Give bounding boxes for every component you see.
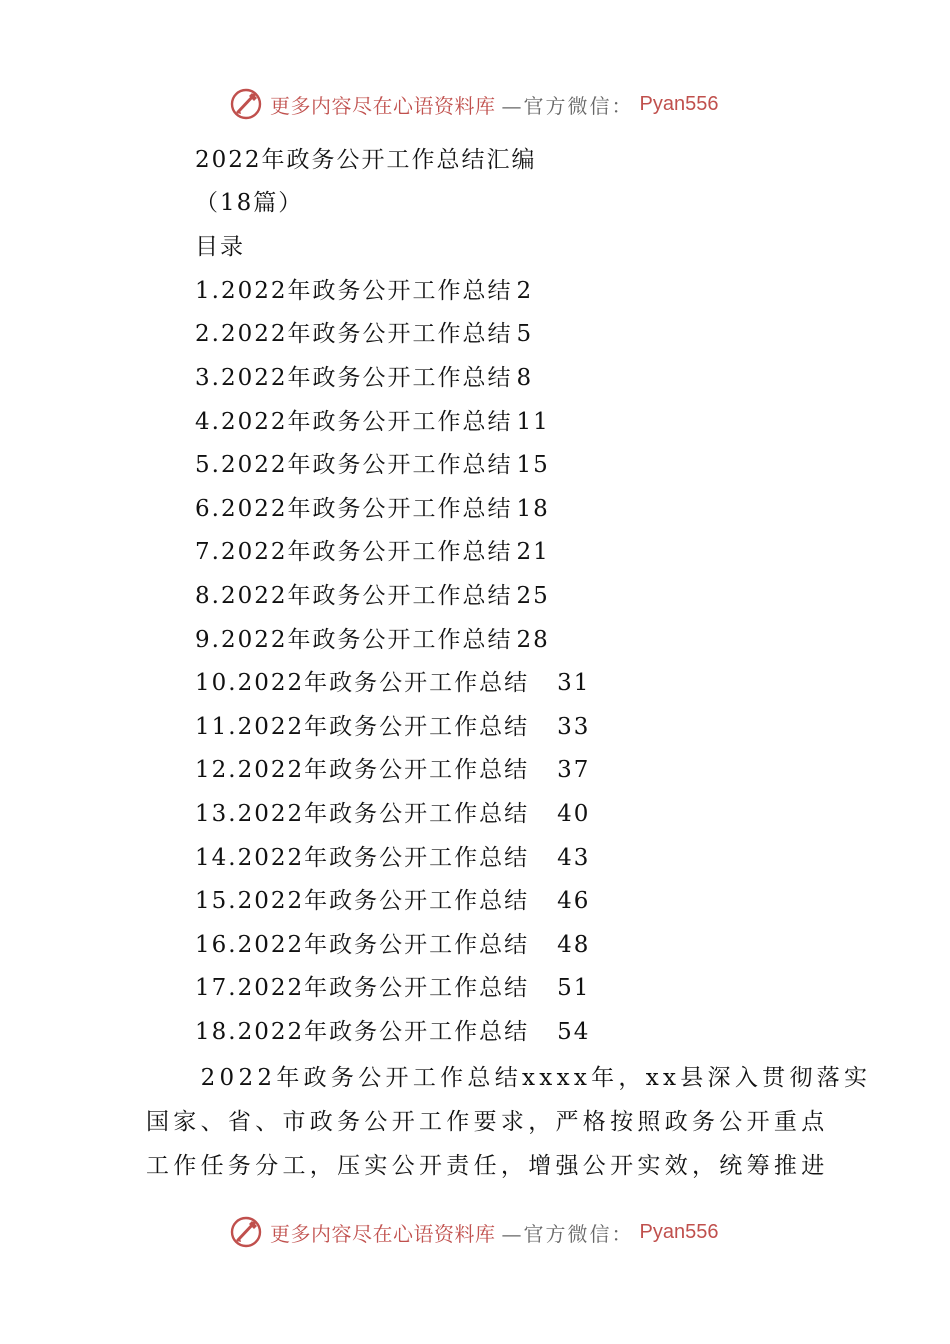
toc-entry-title: 2022年政务公开工作总结	[237, 975, 530, 1001]
toc-entry-page: 11	[516, 409, 550, 435]
toc-entry-title: 2022年政务公开工作总结	[220, 321, 513, 347]
toc-entry-page: 5	[516, 321, 534, 347]
toc-entry[interactable]	[195, 489, 550, 529]
toc-entry-title: 2022年政务公开工作总结	[220, 365, 513, 391]
toc-entry-page: 51	[557, 975, 591, 1001]
toc-entry-title: 2022年政务公开工作总结	[237, 845, 530, 871]
banner-wechat-id: Pyan556	[639, 1220, 719, 1243]
toc-entry-number: 18.	[195, 1019, 238, 1045]
toc-entry-number: 17.	[195, 975, 238, 1001]
toc-entry-title: 2022年政务公开工作总结	[237, 714, 530, 740]
toc-entry-page: 46	[557, 888, 591, 914]
toc-entry-title: 2022年政务公开工作总结	[220, 452, 513, 478]
toc-entry-number: 4.	[195, 409, 221, 435]
document-subtitle: （18篇）	[195, 190, 304, 216]
toc-entry[interactable]	[195, 1012, 590, 1052]
toc-entry[interactable]	[195, 620, 550, 660]
toc-entry-page: 40	[557, 801, 591, 827]
toc-entry[interactable]	[195, 838, 590, 878]
toc-entry[interactable]	[195, 314, 533, 354]
toc-entry-title: 2022年政务公开工作总结	[237, 932, 530, 958]
toc-entry[interactable]	[195, 794, 590, 834]
body-line: 国家、省、市政务公开工作要求，严格按照政务公开重点	[146, 1109, 829, 1135]
toc-entry-number: 7.	[195, 539, 221, 565]
toc-entry-page: 28	[516, 627, 550, 653]
toc-entry[interactable]	[195, 532, 550, 572]
toc-entry-number: 2.	[195, 321, 221, 347]
toc-entry[interactable]	[195, 402, 550, 442]
toc-entry[interactable]	[195, 271, 533, 311]
toc-entry-page: 37	[557, 757, 591, 783]
toc-entry-number: 6.	[195, 496, 221, 522]
banner-mid-text: —官方微信：	[501, 1221, 634, 1246]
toc-entry-title: 2022年政务公开工作总结	[220, 278, 513, 304]
toc-entry-page: 15	[516, 452, 550, 478]
toc-entry-page: 21	[516, 539, 550, 565]
toc-entry-page: 18	[516, 496, 550, 522]
toc-entry-number: 5.	[195, 452, 221, 478]
toc-entry-number: 3.	[195, 365, 221, 391]
toc-entry-number: 15.	[195, 888, 238, 914]
toc-entry[interactable]	[195, 750, 590, 790]
toc-entry-page: 48	[557, 932, 591, 958]
footer-banner	[228, 1212, 718, 1252]
pen-circle-logo-icon	[228, 1214, 264, 1250]
toc-entry[interactable]	[195, 881, 590, 921]
toc-heading: 目录	[195, 234, 245, 260]
toc-entry-number: 12.	[195, 757, 238, 783]
toc-entry-number: 11.	[195, 714, 238, 740]
toc-entry-title: 2022年政务公开工作总结	[220, 583, 513, 609]
toc-entry-page: 43	[557, 845, 591, 871]
document-title: 2022年政务公开工作总结汇编	[195, 147, 537, 173]
toc-entry-page: 54	[557, 1019, 591, 1045]
toc-entry-number: 1.	[195, 278, 221, 304]
toc-entry-title: 2022年政务公开工作总结	[220, 496, 513, 522]
banner-mid-text: —官方微信：	[501, 93, 634, 118]
toc-entry[interactable]	[195, 707, 590, 747]
banner-wechat-id: Pyan556	[639, 92, 719, 115]
toc-entry[interactable]	[195, 576, 550, 616]
toc-entry[interactable]	[195, 358, 533, 398]
toc-entry[interactable]	[195, 663, 590, 703]
toc-entry-title: 2022年政务公开工作总结	[237, 670, 530, 696]
banner-lead-text: 更多内容尽在心语资料库	[270, 93, 496, 118]
toc-entry-title: 2022年政务公开工作总结	[220, 539, 513, 565]
toc-entry-page: 25	[516, 583, 550, 609]
toc-entry-number: 8.	[195, 583, 221, 609]
banner-lead-text: 更多内容尽在心语资料库	[270, 1221, 496, 1246]
toc-entry-title: 2022年政务公开工作总结	[237, 801, 530, 827]
toc-entry-title: 2022年政务公开工作总结	[237, 888, 530, 914]
toc-entry-title: 2022年政务公开工作总结	[220, 627, 513, 653]
toc-entry[interactable]	[195, 445, 550, 485]
toc-entry-number: 10.	[195, 670, 238, 696]
toc-entry-page: 33	[557, 714, 591, 740]
body-paragraph	[146, 1056, 872, 1188]
body-line: 工作任务分工，压实公开责任，增强公开实效，统筹推进	[146, 1153, 829, 1179]
toc-entry-number: 13.	[195, 801, 238, 827]
toc-entry-page: 31	[557, 670, 591, 696]
toc-entry-page: 2	[516, 278, 534, 304]
toc-entry-number: 9.	[195, 627, 221, 653]
toc-entry[interactable]	[195, 968, 590, 1008]
toc-entry-title: 2022年政务公开工作总结	[237, 757, 530, 783]
toc-entry-title: 2022年政务公开工作总结	[220, 409, 513, 435]
toc-entry-number: 14.	[195, 845, 238, 871]
pen-circle-logo-icon	[228, 86, 264, 122]
toc-entry-page: 8	[516, 365, 534, 391]
toc-entry[interactable]	[195, 925, 590, 965]
body-line: 2022年政务公开工作总结xxxx年，xx县深入贯彻落实	[146, 1065, 872, 1091]
toc-entry-number: 16.	[195, 932, 238, 958]
header-banner	[228, 84, 718, 124]
toc-entry-title: 2022年政务公开工作总结	[237, 1019, 530, 1045]
